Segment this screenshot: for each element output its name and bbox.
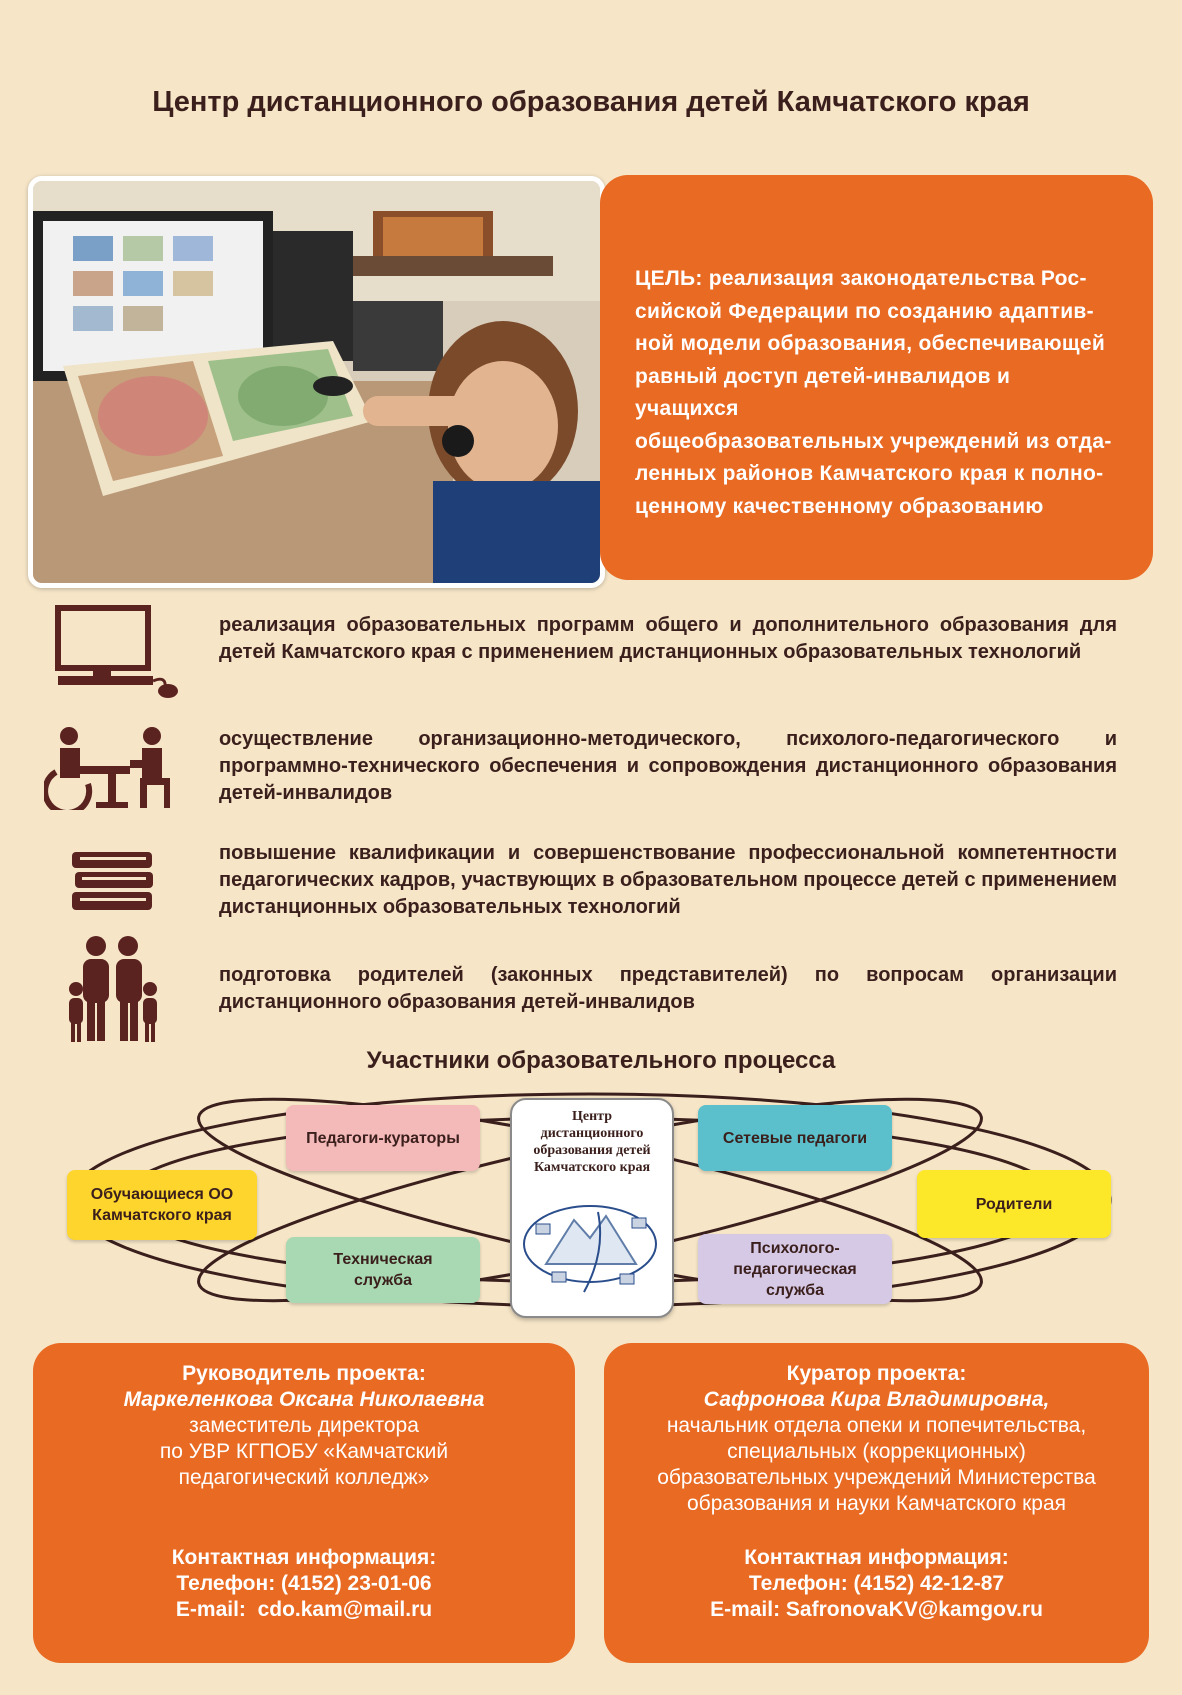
- task-text: реализация образовательных программ общего и дополнительного образования для детей Камчатского края с применением дистанционных образовательных технологий: [219, 614, 1117, 663]
- participant-technical-service-label: Техническая служба: [333, 1251, 433, 1289]
- task-text: осуществление организационно-методического, психолого-педагогического и программно-технического обеспечения и сопровождения дистанционного образования детей-инвалидов: [219, 728, 1117, 804]
- curator-position-line: образовательных учреждений Министерства: [657, 1466, 1096, 1489]
- leader-contact: [33, 1545, 575, 1623]
- family-icon: [66, 935, 161, 1045]
- leader-role: Руководитель проекта:: [182, 1362, 426, 1385]
- task-text: подготовка родителей (законных представителей) по вопросам организации дистанционного образования детей-инвалидов: [219, 964, 1117, 1013]
- books-icon: [70, 850, 155, 912]
- center-logo-line: дистанционного: [540, 1126, 644, 1141]
- participant-network-teachers: [698, 1105, 892, 1171]
- goal-line: равный доступ детей-инвалидов и учащихся: [635, 364, 1011, 420]
- leader-position-line: по УВР КГПОБУ «Камчатский: [159, 1440, 449, 1463]
- leader-position-line: заместитель директора: [189, 1414, 419, 1437]
- goal-text: [635, 263, 1115, 523]
- student-at-computer-photo: [28, 176, 605, 588]
- goal-line: ЦЕЛЬ: реализация законодательства Рос-: [635, 267, 1087, 290]
- curator-email: E-mail: SafronovaKV@kamgov.ru: [710, 1598, 1043, 1621]
- project-curator-card: [604, 1343, 1149, 1663]
- participants-title: Участники образовательного процесса: [366, 1047, 836, 1074]
- goal-line: ленных районов Камчатского края к полно-: [635, 462, 1104, 485]
- curator-position-line: специальных (коррекционных): [727, 1440, 1026, 1463]
- center-logo: [510, 1098, 674, 1318]
- curator-position-line: образования и науки Камчатского края: [686, 1492, 1066, 1515]
- leader-contact-label: Контактная информация:: [171, 1546, 437, 1569]
- participants-diagram: [60, 1082, 1120, 1322]
- participant-technical-service: [286, 1237, 480, 1303]
- curator-name: Сафронова Кира Владимировна,: [703, 1388, 1050, 1411]
- center-logo-line: Центр: [571, 1109, 612, 1124]
- leader-position-line: педагогический колледж»: [178, 1466, 430, 1489]
- participant-teacher-curators: [286, 1105, 480, 1171]
- participant-students: [67, 1170, 257, 1240]
- page-title: Центр дистанционного образования детей Камчатского края: [152, 86, 1030, 118]
- participant-parents: [917, 1170, 1111, 1238]
- computer-icon: [55, 605, 185, 700]
- center-logo-line: Камчатского края: [533, 1160, 651, 1175]
- leader-name: Маркеленкова Оксана Николаевна: [123, 1388, 485, 1411]
- curator-phone: Телефон: (4152) 42-12-87: [748, 1572, 1005, 1595]
- participant-students-label: Обучающиеся ОО Камчатского края: [90, 1186, 234, 1224]
- goal-line: общеобразовательных учреждений из отда-: [635, 429, 1112, 453]
- participant-parents-label: Родители: [975, 1195, 1053, 1213]
- curator-contact-label: Контактная информация:: [744, 1546, 1009, 1569]
- participant-teacher-curators-label: Педагоги-кураторы: [306, 1129, 460, 1147]
- project-leader-card: [33, 1343, 575, 1663]
- participant-network-teachers-label: Сетевые педагоги: [722, 1129, 868, 1147]
- leader-email: E-mail: cdo.kam@mail.ru: [175, 1598, 433, 1621]
- curator-position-line: начальник отдела опеки и попечительства,: [666, 1414, 1087, 1437]
- center-logo-line: образования детей: [533, 1143, 651, 1158]
- participant-psych-service: [698, 1234, 892, 1304]
- kamchatka-logo-art: [512, 1182, 668, 1312]
- leader-phone: Телефон: (4152) 23-01-06: [176, 1572, 432, 1595]
- goal-line: ценному качественному образованию: [635, 494, 1044, 518]
- curator-role: Куратор проекта:: [786, 1362, 967, 1385]
- task-text: повышение квалификации и совершенствование профессиональной компетентности педагогических кадров, участвующих в образовательном процессе детей с применением дистанционных образовательных технологий: [219, 842, 1117, 918]
- consultation-icon: [44, 726, 178, 810]
- participant-psych-service-label: Психолого- педагогическая служба: [733, 1239, 857, 1299]
- curator-contact: [604, 1545, 1149, 1623]
- goal-line: ной модели образования, обеспечивающей: [635, 332, 1106, 355]
- goal-line: сийской Федерации по созданию адаптив-: [635, 299, 1094, 323]
